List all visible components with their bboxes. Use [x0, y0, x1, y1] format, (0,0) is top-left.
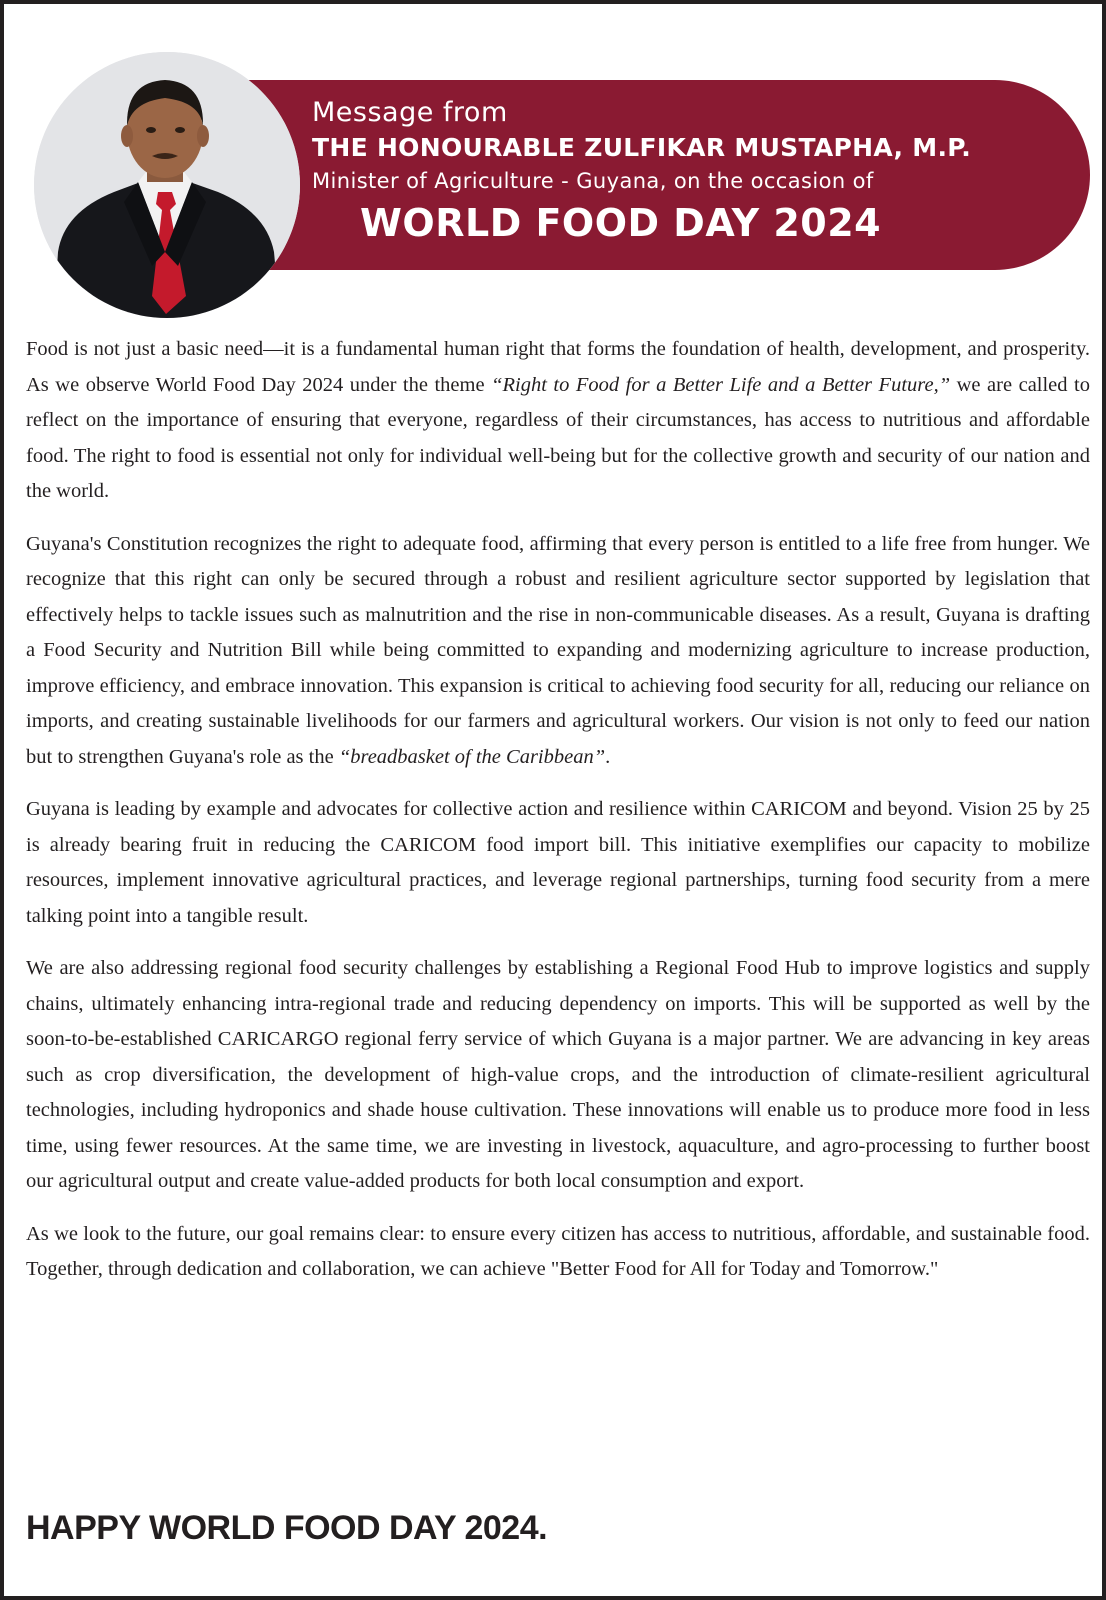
paragraph-2-text-a: Guyana's Constitution recognizes the right to adequate food, affirming that every person is entitled to a life free from hunger. We recognize that this right can only be secured through a robust and resilient agriculture sector supported by legislation that effectively helps to tackle issues such as malnutrition and the rise in non-communicable diseases. As a result, Guyana is drafting a Food Security and Nutrition Bill while being committed to expanding and modernizing agriculture to increase production, improve efficiency, and embrace innovation. This expansion is critical to achieving food security for all, reducing our reliance on imports, and creating sustainable livelihoods for our farmers and agricultural workers. Our vision is not only to feed our nation but to strengthen Guyana's role as the — [26, 532, 1090, 768]
paragraph-1-theme: “Right to Food for a Better Life and a Better Future,” — [491, 373, 951, 396]
paragraph-5: As we look to the future, our goal remains clear: to ensure every citizen has access to nutritious, affordable, and sustainable food. Together, through dedication and collaboration, we can achieve "Better Food for All for Today and Tomorrow." — [26, 1222, 1090, 1280]
paragraph-1-text-a: Food is not just a basic need—it is a fundamental human right that forms the foundation of health, development, and prosperity. As we observe World Food Day 2024 under the theme — [26, 338, 1090, 396]
event-title: WORLD FOOD DAY 2024 — [360, 201, 882, 245]
paragraph-2-text-b: . — [605, 745, 611, 768]
paragraph-1-text-b: we are called to reflect on the importance of ensuring that everyone, regardless of their circumstances, has access to nutritious and affordable food. The right to food is essential not only for individual well-being but for the collective growth and security of our nation and the world. — [26, 373, 1090, 502]
closing-greeting: HAPPY WORLD FOOD DAY 2024. — [26, 1509, 548, 1547]
paragraph-2 — [26, 527, 1090, 776]
paragraph-4: We are also addressing regional food security challenges by establishing a Regional Food Hub to improve logistics and supply chains, ultimately enhancing intra-regional trade and reducing dependency on imports. This will be supported as well by the soon-to-be-established CARICARGO regional ferry service of which Guyana is a major partner. We are advancing in key areas such as crop diversification, the development of high-value crops, and the introduction of climate-resilient agricultural technologies, including hydroponics and shade house cultivation. These innovations will enable us to produce more food in less time, using fewer resources. At the same time, we are investing in livestock, aquaculture, and agro-processing to further boost our agricultural output and create value-added products for both local consumption and export. — [26, 957, 1090, 1192]
message-body — [26, 332, 1090, 1305]
paragraph-3: Guyana is leading by example and advocates for collective action and resilience within CARICOM and beyond. Vision 25 by 25 is already bearing fruit in reducing the CARICOM food import bill. This initiative exemplifies our capacity to mobilize resources, implement innovative agricultural practices, and leverage regional partnerships, turning food security from a mere talking point into a tangible result. — [26, 798, 1090, 927]
paragraph-2-quote: “breadbasket of the Caribbean” — [338, 745, 606, 768]
minister-portrait — [34, 52, 300, 318]
message-from-label: Message from — [312, 97, 508, 128]
header-text — [312, 96, 1052, 250]
minister-name: THE HONOURABLE ZULFIKAR MUSTAPHA, M.P. — [312, 133, 972, 162]
minister-portrait-illustration — [34, 52, 300, 318]
paragraph-1 — [26, 332, 1090, 510]
minister-title: Minister of Agriculture - Guyana, on the occasion of — [312, 169, 874, 193]
